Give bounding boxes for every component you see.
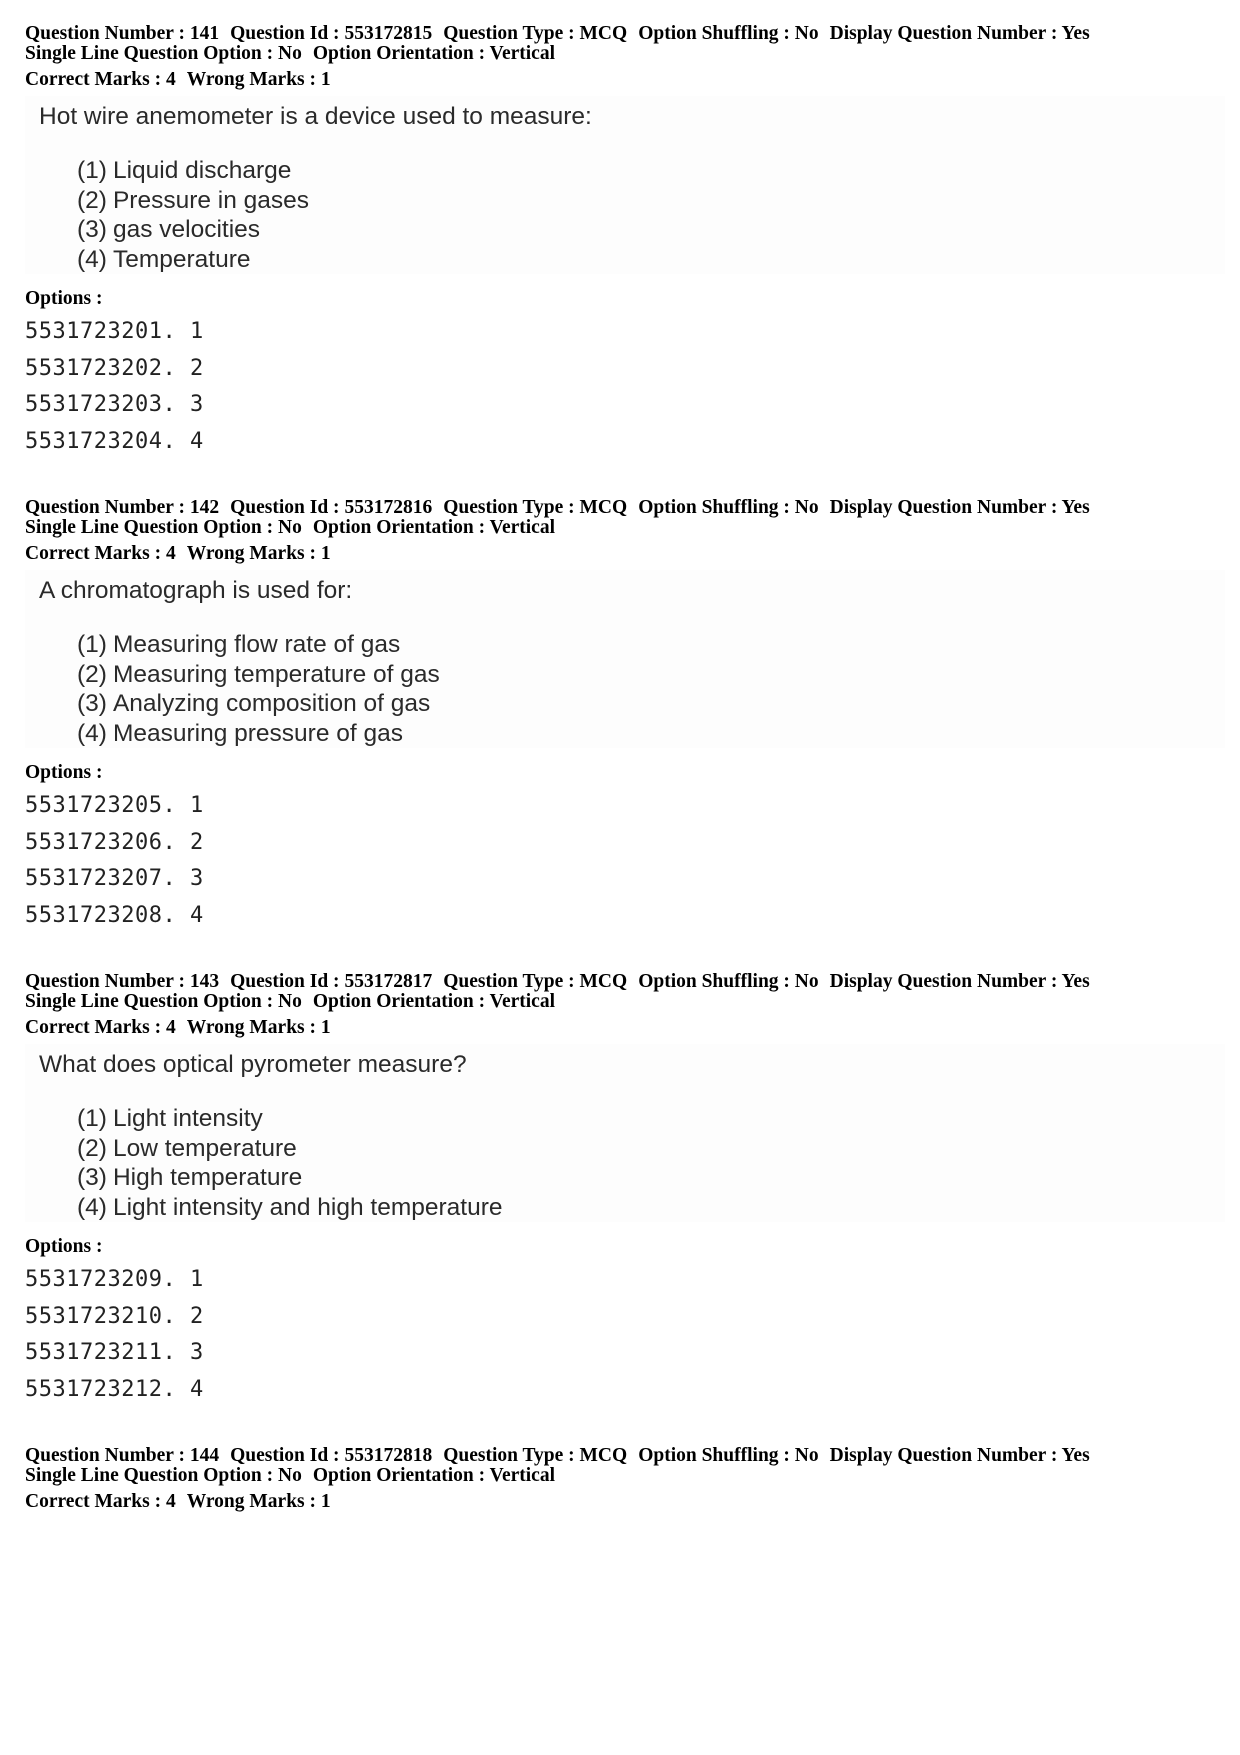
question-id: 553172815 — [344, 23, 433, 44]
display-question-number: Yes — [1061, 1445, 1090, 1466]
marks-line: Correct Marks : 4 Wrong Marks : 1 — [25, 543, 331, 564]
option-item: 5531723205. 1 — [25, 793, 204, 818]
options-label: Options : — [25, 1236, 103, 1257]
question-number: 144 — [189, 1445, 220, 1466]
question-choices — [39, 1104, 1225, 1222]
question-stem: A chromatograph is used for: — [39, 577, 353, 604]
question-type: MCQ — [579, 497, 628, 518]
option-item: 5531723207. 3 — [25, 866, 204, 891]
question-number: 143 — [189, 971, 220, 992]
question-number: 141 — [189, 23, 220, 44]
correct-marks: 4 — [165, 69, 176, 90]
option-orientation: Vertical — [489, 991, 555, 1012]
question-type: MCQ — [579, 1445, 628, 1466]
correct-marks: 4 — [165, 1491, 176, 1512]
question-meta-line-2: Single Line Question Option : No Option Orientation : Vertical — [25, 991, 555, 1012]
option-item: 5531723201. 1 — [25, 319, 204, 344]
choice-item: (1) Measuring flow rate of gas — [77, 631, 401, 658]
option-item: 5531723211. 3 — [25, 1340, 204, 1365]
option-item: 5531723203. 3 — [25, 392, 204, 417]
option-shuffling: No — [794, 1445, 819, 1466]
question-meta-line-2: Single Line Question Option : No Option Orientation : Vertical — [25, 43, 555, 64]
wrong-marks: 1 — [320, 543, 331, 564]
marks-line: Correct Marks : 4 Wrong Marks : 1 — [25, 1491, 331, 1512]
question-image — [25, 1044, 1225, 1222]
correct-marks: 4 — [165, 543, 176, 564]
question-id: 553172816 — [344, 497, 433, 518]
option-item: 5531723210. 2 — [25, 1303, 204, 1329]
option-list — [25, 314, 1225, 460]
choice-item: (3) gas velocities — [77, 216, 261, 243]
question-stem: What does optical pyrometer measure? — [39, 1051, 467, 1078]
question-stem: Hot wire anemometer is a device used to measure: — [39, 103, 592, 130]
choice-item: (3) High temperature — [77, 1164, 303, 1191]
single-line-question-option: No — [278, 43, 302, 64]
option-shuffling: No — [794, 971, 819, 992]
question-141 — [25, 24, 1225, 498]
question-image — [25, 96, 1225, 274]
display-question-number: Yes — [1061, 23, 1090, 44]
wrong-marks: 1 — [320, 1017, 331, 1038]
wrong-marks: 1 — [320, 1491, 331, 1512]
question-choices — [39, 630, 1225, 748]
correct-marks: 4 — [165, 1017, 176, 1038]
options-label: Options : — [25, 762, 103, 783]
option-orientation: Vertical — [489, 517, 555, 538]
option-shuffling: No — [794, 497, 819, 518]
question-spacer — [25, 934, 1225, 972]
choice-item: (4) Measuring pressure of gas — [77, 719, 404, 747]
option-item: 5531723209. 1 — [25, 1267, 204, 1292]
option-list — [25, 788, 1225, 934]
single-line-question-option: No — [278, 991, 302, 1012]
question-id: 553172817 — [344, 971, 433, 992]
question-meta-line-2: Single Line Question Option : No Option Orientation : Vertical — [25, 1465, 555, 1486]
question-meta-line-1: Question Number : 141 Question Id : 553172815 Question Type : MCQ Option Shuffling : No Display Question Number : Yes — [25, 23, 1090, 44]
options-label: Options : — [25, 288, 103, 309]
choice-item: (1) Liquid discharge — [77, 157, 292, 184]
question-meta-line-2: Single Line Question Option : No Option Orientation : Vertical — [25, 517, 555, 538]
option-item: 5531723202. 2 — [25, 355, 204, 381]
question-id: 553172818 — [344, 1445, 433, 1466]
option-shuffling: No — [794, 23, 819, 44]
question-type: MCQ — [579, 23, 628, 44]
display-question-number: Yes — [1061, 971, 1090, 992]
question-144 — [25, 1446, 1225, 1512]
option-item: 5531723208. 4 — [25, 902, 204, 928]
question-spacer — [25, 1408, 1225, 1446]
single-line-question-option: No — [278, 517, 302, 538]
choice-item: (4) Temperature — [77, 245, 251, 273]
question-meta-line-1: Question Number : 144 Question Id : 553172818 Question Type : MCQ Option Shuffling : No Display Question Number : Yes — [25, 1445, 1090, 1466]
question-meta-line-1: Question Number : 142 Question Id : 553172816 Question Type : MCQ Option Shuffling : No Display Question Number : Yes — [25, 497, 1090, 518]
marks-line: Correct Marks : 4 Wrong Marks : 1 — [25, 1017, 331, 1038]
option-orientation: Vertical — [489, 1465, 555, 1486]
choice-item: (3) Analyzing composition of gas — [77, 690, 431, 717]
question-choices — [39, 156, 1225, 274]
display-question-number: Yes — [1061, 497, 1090, 518]
choice-item: (2) Pressure in gases — [77, 186, 310, 214]
choice-item: (1) Light intensity — [77, 1105, 263, 1132]
question-number: 142 — [189, 497, 220, 518]
question-143 — [25, 972, 1225, 1446]
option-item: 5531723204. 4 — [25, 428, 204, 454]
choice-item: (4) Light intensity and high temperature — [77, 1193, 503, 1221]
question-142 — [25, 498, 1225, 972]
question-meta-line-1: Question Number : 143 Question Id : 553172817 Question Type : MCQ Option Shuffling : No Display Question Number : Yes — [25, 971, 1090, 992]
option-item: 5531723206. 2 — [25, 829, 204, 855]
choice-item: (2) Measuring temperature of gas — [77, 660, 440, 688]
option-orientation: Vertical — [489, 43, 555, 64]
single-line-question-option: No — [278, 1465, 302, 1486]
marks-line: Correct Marks : 4 Wrong Marks : 1 — [25, 69, 331, 90]
wrong-marks: 1 — [320, 69, 331, 90]
option-item: 5531723212. 4 — [25, 1376, 204, 1402]
question-type: MCQ — [579, 971, 628, 992]
choice-item: (2) Low temperature — [77, 1134, 297, 1162]
question-image — [25, 570, 1225, 748]
option-list — [25, 1262, 1225, 1408]
question-spacer — [25, 460, 1225, 498]
question-paper-page — [25, 24, 1225, 1512]
